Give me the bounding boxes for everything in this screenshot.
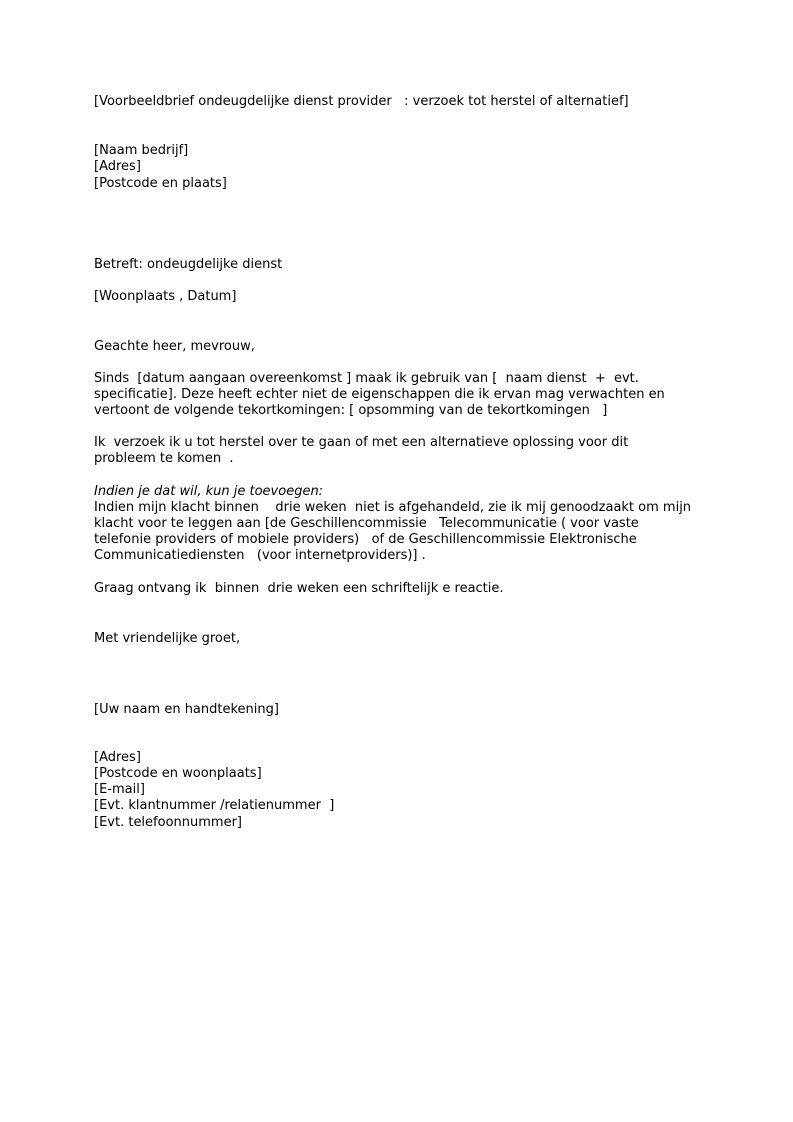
signature-placeholder: [Uw naam en handtekening] <box>94 702 279 717</box>
sender-postal-city: [Postcode en woonplaats] <box>94 766 262 781</box>
paragraph-3-line-2: klacht voor te leggen aan [de Geschillencommissie Telecommunicatie ( voor vaste <box>94 516 639 531</box>
recipient-postal-city: [Postcode en plaats] <box>94 176 227 191</box>
sender-customer-number: [Evt. klantnummer /relatienummer ] <box>94 798 335 813</box>
paragraph-2-line-2: probleem te komen . <box>94 451 234 466</box>
place-date: [Woonplaats , Datum] <box>94 289 237 304</box>
letter-heading: [Voorbeeldbrief ondeugdelijke dienst provider : verzoek tot herstel of alternatief] <box>94 94 629 109</box>
paragraph-3-line-4: Communicatiediensten (voor internetproviders)] . <box>94 548 426 563</box>
recipient-company: [Naam bedrijf] <box>94 143 189 158</box>
closing: Met vriendelijke groet, <box>94 631 241 646</box>
subject-line: Betreft: ondeugdelijke dienst <box>94 257 283 272</box>
salutation: Geachte heer, mevrouw, <box>94 339 255 354</box>
sender-phone: [Evt. telefoonnummer] <box>94 815 242 830</box>
paragraph-1-line-1: Sinds [datum aangaan overeenkomst ] maak ik gebruik van [ naam dienst + evt. <box>94 371 639 386</box>
paragraph-4: Graag ontvang ik binnen drie weken een schriftelijk e reactie. <box>94 581 504 596</box>
paragraph-3-line-3: telefonie providers of mobiele providers) of de Geschillencommissie Elektronische <box>94 532 637 547</box>
paragraph-3-line-1: Indien mijn klacht binnen drie weken niet is afgehandeld, zie ik mij genoodzaakt om mijn <box>94 500 692 515</box>
paragraph-1-line-3: vertoont de volgende tekortkomingen: [ opsomming van de tekortkomingen ] <box>94 403 608 418</box>
recipient-address: [Adres] <box>94 159 141 174</box>
paragraph-2-line-1: Ik verzoek ik u tot herstel over te gaan of met een alternatieve oplossing voor dit <box>94 435 629 450</box>
sender-email: [E-mail] <box>94 782 145 797</box>
letter-page <box>94 0 714 1122</box>
paragraph-1-line-2: specificatie]. Deze heeft echter niet de eigenschappen die ik ervan mag verwachten en <box>94 387 665 402</box>
sender-address: [Adres] <box>94 750 141 765</box>
optional-note: Indien je dat wil, kun je toevoegen: <box>94 484 324 499</box>
